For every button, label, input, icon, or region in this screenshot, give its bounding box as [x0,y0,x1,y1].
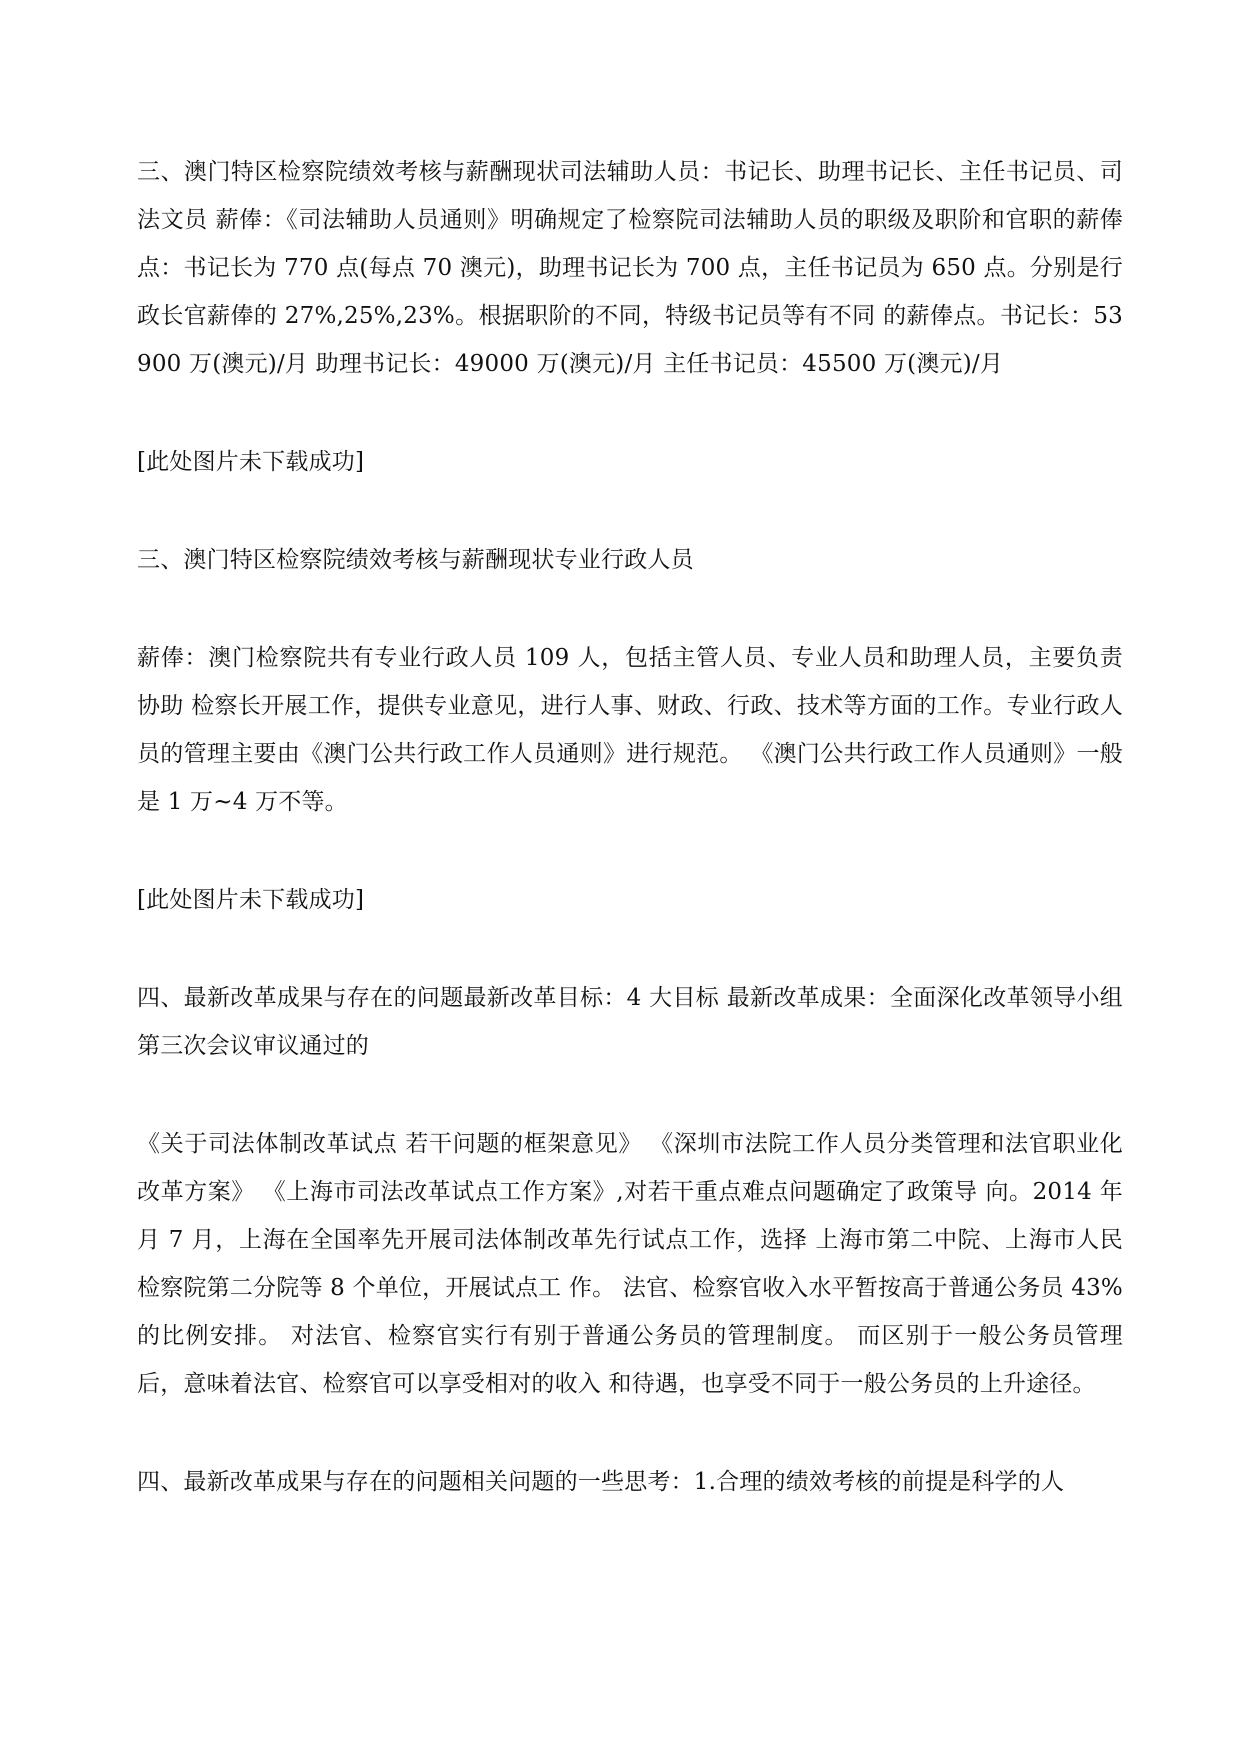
paragraph-reform-results: 《关于司法体制改革试点 若干问题的框架意见》 《深圳市法院工作人员分类管理和法官职业化改革方案》 《上海市司法改革试点工作方案》,对若干重点难点问题确定了政策导 向。2014 年月 7 月，上海在全国率先开展司法体制改革先行试点工作，选择 上海市第二中院、上海市人民检察院第二分院等 8 个单位，开展试点工 作。 法官、检察官收入水平暂按高于普通公务员 43%的比例安排。 对法官、检察官实行有别于普通公务员的管理制度。 而区别于一般公务员管理后，意味着法官、检察官可以享受相对的收入 和待遇，也享受不同于一般公务员的上升途径。 [137,1131,1123,1397]
paragraph-gap [137,1070,1123,1120]
paragraph-gap [137,924,1123,974]
paragraph-gap [137,584,1123,634]
paragraph-gap [137,388,1123,438]
paragraph-gap [137,826,1123,876]
section-heading-administrative-staff: 三、澳门特区检察院绩效考核与薪酬现状专业行政人员 [137,547,694,573]
paragraph-gap [137,486,1123,536]
document-body [137,148,1123,1506]
image-placeholder-notice: [此处图片未下载成功] [137,449,365,475]
paragraph-gap [137,1408,1123,1458]
paragraph-administrative-staff-salary: 薪俸：澳门检察院共有专业行政人员 109 人，包括主管人员、专业人员和助理人员，主要负责协助 检察长开展工作，提供专业意见，进行人事、财政、行政、技术等方面的工作。专业行政人 员的管理主要由《澳门公共行政工作人员通则》进行规范。 《澳门公共行政工作人员通则》一般是 1 万~4 万不等。 [137,645,1123,815]
paragraph-judicial-assistants-salary: 三、澳门特区检察院绩效考核与薪酬现状司法辅助人员：书记长、助理书记长、主任书记员、司法文员 薪俸：《司法辅助人员通则》明确规定了检察院司法辅助人员的职级及职阶和官职的薪俸 点：书记长为 770 点(每点 70 澳元)，助理书记长为 700 点，主任书记员为 650 点。分别是行政长官薪俸的 27%,25%,23%。根据职阶的不同，特级书记员等有不同 的薪俸点。书记长：53900 万(澳元)/月 助理书记长：49000 万(澳元)/月 主任书记员：45500 万(澳元)/月 [137,159,1123,377]
paragraph-reform-goals: 四、最新改革成果与存在的问题最新改革目标：4 大目标 最新改革成果：全面深化改革领导小组第三次会议审议通过的 [137,985,1123,1059]
paragraph-related-thoughts: 四、最新改革成果与存在的问题相关问题的一些思考：1.合理的绩效考核的前提是科学的人 [137,1469,1065,1495]
image-placeholder-notice: [此处图片未下载成功] [137,887,365,913]
